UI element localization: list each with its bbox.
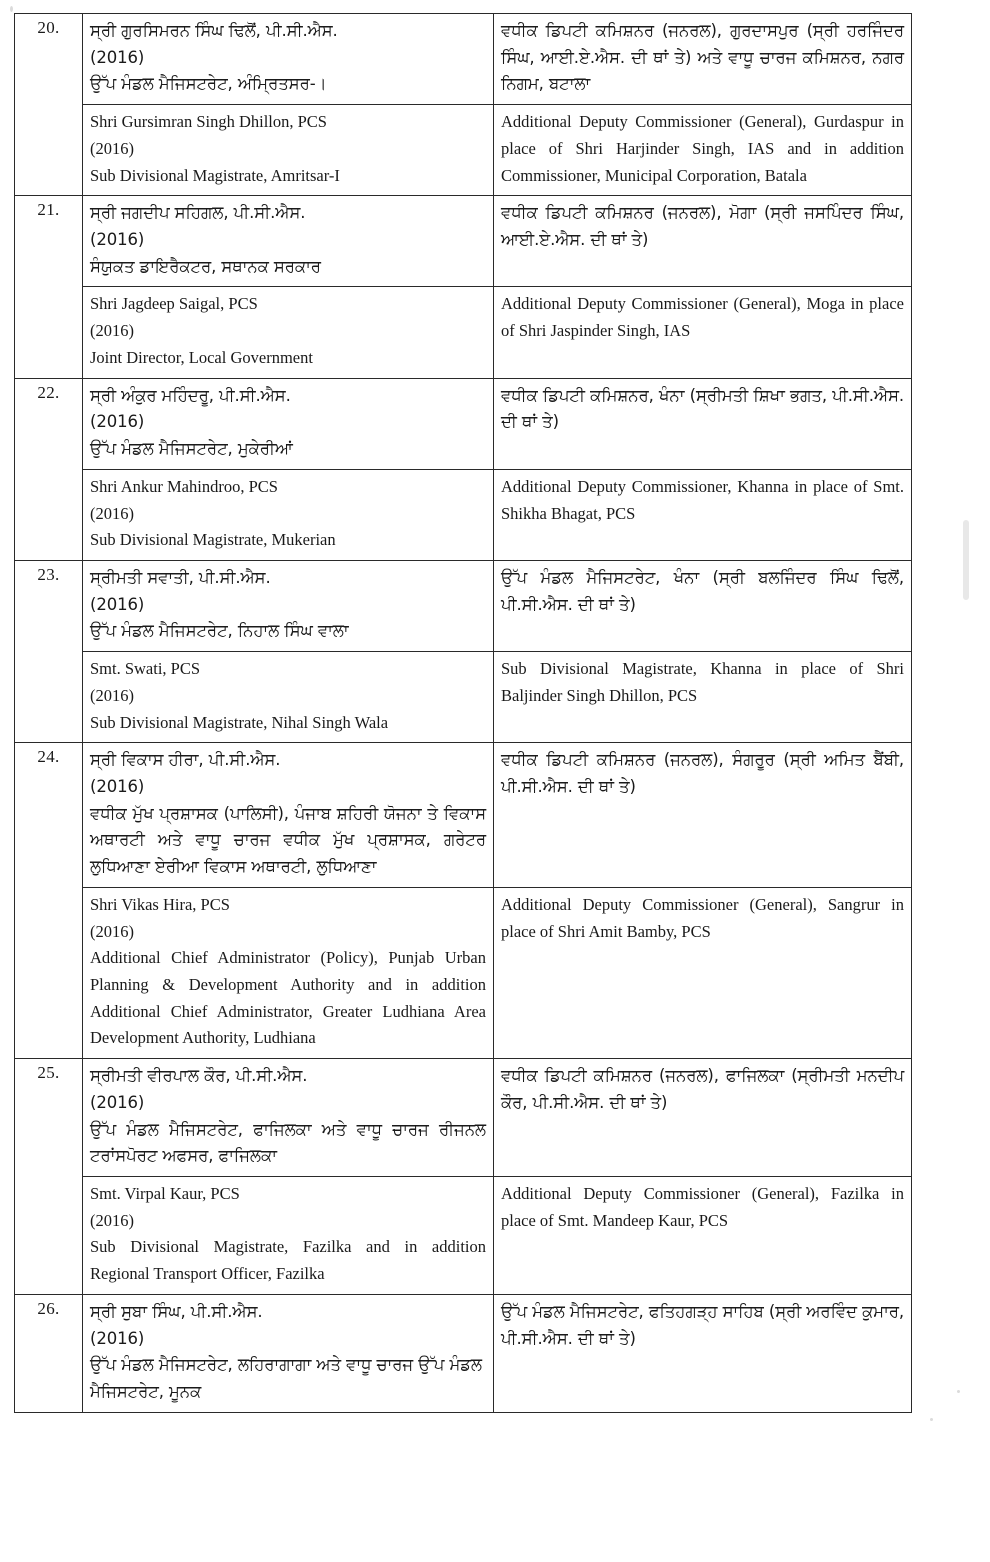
- serial-number: 20.: [15, 14, 83, 196]
- batch-year: (2016): [90, 230, 145, 250]
- officer-name-punjabi: ਸ੍ਰੀਮਤੀ ਸਵਾਤੀ, ਪੀ.ਸੀ.ਐਸ.: [90, 567, 271, 587]
- table-row: [15, 1294, 912, 1412]
- batch-year: (2016): [90, 47, 145, 67]
- present-posting-english: Sub Divisional Magistrate, Fazilka and in addition Regional Transport Officer, Fazilka: [90, 1237, 486, 1284]
- present-posting-punjabi: ਉੱਪ ਮੰਡਲ ਮੈਜਿਸਟਰੇਟ, ਅੰਮ੍ਰਿਤਸਰ-।: [90, 74, 327, 94]
- present-posting-punjabi: ਉੱਪ ਮੰਡਲ ਮੈਜਿਸਟਰੇਟ, ਨਿਹਾਲ ਸਿੰਘ ਵਾਲਾ: [90, 621, 349, 641]
- table-row: [15, 14, 912, 105]
- new-posting-english: Additional Deputy Commissioner (General), Fazilka in place of Smt. Mandeep Kaur, PCS: [494, 1177, 912, 1295]
- new-posting-english: Additional Deputy Commissioner (General), Moga in place of Shri Jaspinder Singh, IAS: [494, 287, 912, 378]
- officer-name-punjabi: ਸ੍ਰੀ ਵਿਕਾਸ ਹੀਰਾ, ਪੀ.ਸੀ.ਐਸ.: [90, 750, 281, 770]
- officer-name-english: Shri Gursimran Singh Dhillon, PCS: [90, 112, 327, 132]
- batch-year: (2016): [90, 685, 134, 705]
- table-row: [15, 1177, 912, 1295]
- officer-details-punjabi: [83, 560, 494, 651]
- officer-details-punjabi: [83, 14, 494, 105]
- batch-year: (2016): [90, 503, 134, 523]
- new-posting-punjabi: ਵਧੀਕ ਡਿਪਟੀ ਕਮਿਸ਼ਨਰ (ਜਨਰਲ), ਗੁਰਦਾਸਪੁਰ (ਸ੍ਰੀ ਹਰਜਿੰਦਰ ਸਿੰਘ, ਆਈ.ਏ.ਐਸ. ਦੀ ਥਾਂ ਤੇ) ਅਤੇ ਵਾਧੂ ਚਾਰਜ ਕਮਿਸ਼ਨਰ, ਨਗਰ ਨਿਗਮ, ਬਟਾਲਾ: [494, 14, 912, 105]
- present-posting-punjabi: ਉੱਪ ਮੰਡਲ ਮੈਜਿਸਟਰੇਟ, ਮੁਕੇਰੀਆਂ: [90, 439, 293, 459]
- officer-details-english: [83, 652, 494, 743]
- batch-year: (2016): [90, 921, 134, 941]
- scan-artifact: [10, 6, 13, 12]
- present-posting-english: Sub Divisional Magistrate, Nihal Singh Wala: [90, 712, 389, 732]
- new-posting-punjabi: ਉੱਪ ਮੰਡਲ ਮੈਜਿਸਟਰੇਟ, ਖੰਨਾ (ਸ੍ਰੀ ਬਲਜਿੰਦਰ ਸਿੰਘ ਢਿਲੋਂ, ਪੀ.ਸੀ.ਐਸ. ਦੀ ਥਾਂ ਤੇ): [494, 560, 912, 651]
- scan-artifact: [957, 1390, 960, 1393]
- officer-name-english: Shri Jagdeep Saigal, PCS: [90, 294, 258, 314]
- officer-name-english: Smt. Swati, PCS: [90, 659, 201, 679]
- officer-details-english: [83, 1177, 494, 1295]
- batch-year: (2016): [90, 138, 134, 158]
- batch-year: (2016): [90, 1092, 145, 1112]
- new-posting-punjabi: ਵਧੀਕ ਡਿਪਟੀ ਕਮਿਸ਼ਨਰ (ਜਨਰਲ), ਸੰਗਰੂਰ (ਸ੍ਰੀ ਅਮਿਤ ਬੈਂਬੀ, ਪੀ.ਸੀ.ਐਸ. ਦੀ ਥਾਂ ਤੇ): [494, 743, 912, 888]
- officer-name-punjabi: ਸ੍ਰੀ ਸੁਬਾ ਸਿੰਘ, ਪੀ.ਸੀ.ਐਸ.: [90, 1301, 263, 1321]
- transfer-order-table: [14, 13, 912, 1413]
- table-row: [15, 887, 912, 1058]
- serial-number: 22.: [15, 378, 83, 560]
- officer-details-punjabi: [83, 1059, 494, 1177]
- batch-year: (2016): [90, 1328, 145, 1348]
- new-posting-english: Additional Deputy Commissioner (General), Sangrur in place of Shri Amit Bamby, PCS: [494, 887, 912, 1058]
- present-posting-punjabi: ਉੱਪ ਮੰਡਲ ਮੈਜਿਸਟਰੇਟ, ਫਾਜਿਲਕਾ ਅਤੇ ਵਾਧੂ ਚਾਰਜ ਰੀਜਨਲ ਟਰਾਂਸਪੋਰਟ ਅਫਸਰ, ਫਾਜਿਲਕਾ: [90, 1119, 486, 1166]
- officer-name-english: Shri Vikas Hira, PCS: [90, 894, 230, 914]
- batch-year: (2016): [90, 1210, 134, 1230]
- new-posting-english: Sub Divisional Magistrate, Khanna in place of Shri Baljinder Singh Dhillon, PCS: [494, 652, 912, 743]
- officer-name-english: Shri Ankur Mahindroo, PCS: [90, 476, 278, 496]
- batch-year: (2016): [90, 412, 145, 432]
- table-row: [15, 287, 912, 378]
- table-row: [15, 378, 912, 469]
- present-posting-english: Sub Divisional Magistrate, Amritsar-I: [90, 165, 340, 185]
- new-posting-punjabi: ਵਧੀਕ ਡਿਪਟੀ ਕਮਿਸ਼ਨਰ (ਜਨਰਲ), ਫਾਜਿਲਕਾ (ਸ੍ਰੀਮਤੀ ਮਨਦੀਪ ਕੌਰ, ਪੀ.ਸੀ.ਐਸ. ਦੀ ਥਾਂ ਤੇ): [494, 1059, 912, 1177]
- serial-number: 25.: [15, 1059, 83, 1295]
- table-row: [15, 652, 912, 743]
- officer-details-english: [83, 105, 494, 196]
- scan-artifact: [963, 520, 969, 600]
- new-posting-punjabi: ਵਧੀਕ ਡਿਪਟੀ ਕਮਿਸ਼ਨਰ, ਖੰਨਾ (ਸ੍ਰੀਮਤੀ ਸ਼ਿਖਾ ਭਗਤ, ਪੀ.ਸੀ.ਐਸ. ਦੀ ਥਾਂ ਤੇ): [494, 378, 912, 469]
- present-posting-punjabi: ਉੱਪ ਮੰਡਲ ਮੈਜਿਸਟਰੇਟ, ਲਹਿਰਾਗਾਗਾ ਅਤੇ ਵਾਧੂ ਚਾਰਜ ਉੱਪ ਮੰਡਲ ਮੈਜਿਸਟਰੇਟ, ਮੂਨਕ: [90, 1355, 482, 1402]
- new-posting-english: Additional Deputy Commissioner (General), Gurdaspur in place of Shri Harjinder Singh, IAS and in addition Commissioner, Municipal Corporation, Batala: [494, 105, 912, 196]
- present-posting-english: Joint Director, Local Government: [90, 347, 313, 367]
- officer-details-english: [83, 287, 494, 378]
- batch-year: (2016): [90, 321, 134, 341]
- officer-name-punjabi: ਸ੍ਰੀ ਅੰਕੁਰ ਮਹਿੰਦਰੂ, ਪੀ.ਸੀ.ਐਸ.: [90, 385, 291, 405]
- table-row: [15, 105, 912, 196]
- present-posting-punjabi: ਵਧੀਕ ਮੁੱਖ ਪ੍ਰਸ਼ਾਸਕ (ਪਾਲਿਸੀ), ਪੰਜਾਬ ਸ਼ਹਿਰੀ ਯੋਜਨਾ ਤੇ ਵਿਕਾਸ ਅਥਾਰਟੀ ਅਤੇ ਵਾਧੂ ਚਾਰਜ ਵਧੀਕ ਮੁੱਖ ਪ੍ਰਸ਼ਾਸਕ, ਗਰੇਟਰ ਲੁਧਿਆਣਾ ਏਰੀਆ ਵਿਕਾਸ ਅਥਾਰਟੀ, ਲੁਧਿਆਣਾ: [90, 803, 486, 877]
- table-row: [15, 196, 912, 287]
- serial-number: 24.: [15, 743, 83, 1059]
- officer-details-punjabi: [83, 743, 494, 888]
- officer-name-punjabi: ਸ੍ਰੀ ਜਗਦੀਪ ਸਹਿਗਲ, ਪੀ.ਸੀ.ਐਸ.: [90, 203, 306, 223]
- new-posting-punjabi: ਉੱਪ ਮੰਡਲ ਮੈਜਿਸਟਰੇਟ, ਫਤਿਹਗੜ੍ਹ ਸਾਹਿਬ (ਸ੍ਰੀ ਅਰਵਿੰਦ ਕੁਮਾਰ, ਪੀ.ਸੀ.ਐਸ. ਦੀ ਥਾਂ ਤੇ): [494, 1294, 912, 1412]
- officer-name-punjabi: ਸ੍ਰੀ ਗੁਰਸਿਮਰਨ ਸਿੰਘ ਢਿਲੋਂ, ਪੀ.ਸੀ.ਐਸ.: [90, 21, 338, 40]
- present-posting-english: Additional Chief Administrator (Policy), Punjab Urban Planning & Development Authority and in addition Additional Chief Administrator, Greater Ludhiana Area Development Authority, Ludhiana: [90, 948, 486, 1048]
- table-row: [15, 1059, 912, 1177]
- officer-name-english: Smt. Virpal Kaur, PCS: [90, 1184, 240, 1204]
- present-posting-punjabi: ਸੰਯੁਕਤ ਡਾਇਰੈਕਟਰ, ਸਥਾਨਕ ਸਰਕਾਰ: [90, 256, 321, 276]
- serial-number: 21.: [15, 196, 83, 378]
- table-row: [15, 469, 912, 560]
- serial-number: 26.: [15, 1294, 83, 1412]
- officer-details-punjabi: [83, 196, 494, 287]
- table-row: [15, 560, 912, 651]
- batch-year: (2016): [90, 776, 145, 796]
- officer-name-punjabi: ਸ੍ਰੀਮਤੀ ਵੀਰਪਾਲ ਕੌਰ, ਪੀ.ਸੀ.ਐਸ.: [90, 1066, 308, 1086]
- officer-details-punjabi: [83, 1294, 494, 1412]
- batch-year: (2016): [90, 594, 145, 614]
- officer-details-punjabi: [83, 378, 494, 469]
- officer-details-english: [83, 469, 494, 560]
- officer-details-english: [83, 887, 494, 1058]
- serial-number: 23.: [15, 560, 83, 742]
- new-posting-english: Additional Deputy Commissioner, Khanna in place of Smt. Shikha Bhagat, PCS: [494, 469, 912, 560]
- new-posting-punjabi: ਵਧੀਕ ਡਿਪਟੀ ਕਮਿਸ਼ਨਰ (ਜਨਰਲ), ਮੋਗਾ (ਸ੍ਰੀ ਜਸਪਿੰਦਰ ਸਿੰਘ, ਆਈ.ਏ.ਐਸ. ਦੀ ਥਾਂ ਤੇ): [494, 196, 912, 287]
- scan-artifact: [930, 1418, 933, 1421]
- table-row: [15, 743, 912, 888]
- present-posting-english: Sub Divisional Magistrate, Mukerian: [90, 530, 336, 550]
